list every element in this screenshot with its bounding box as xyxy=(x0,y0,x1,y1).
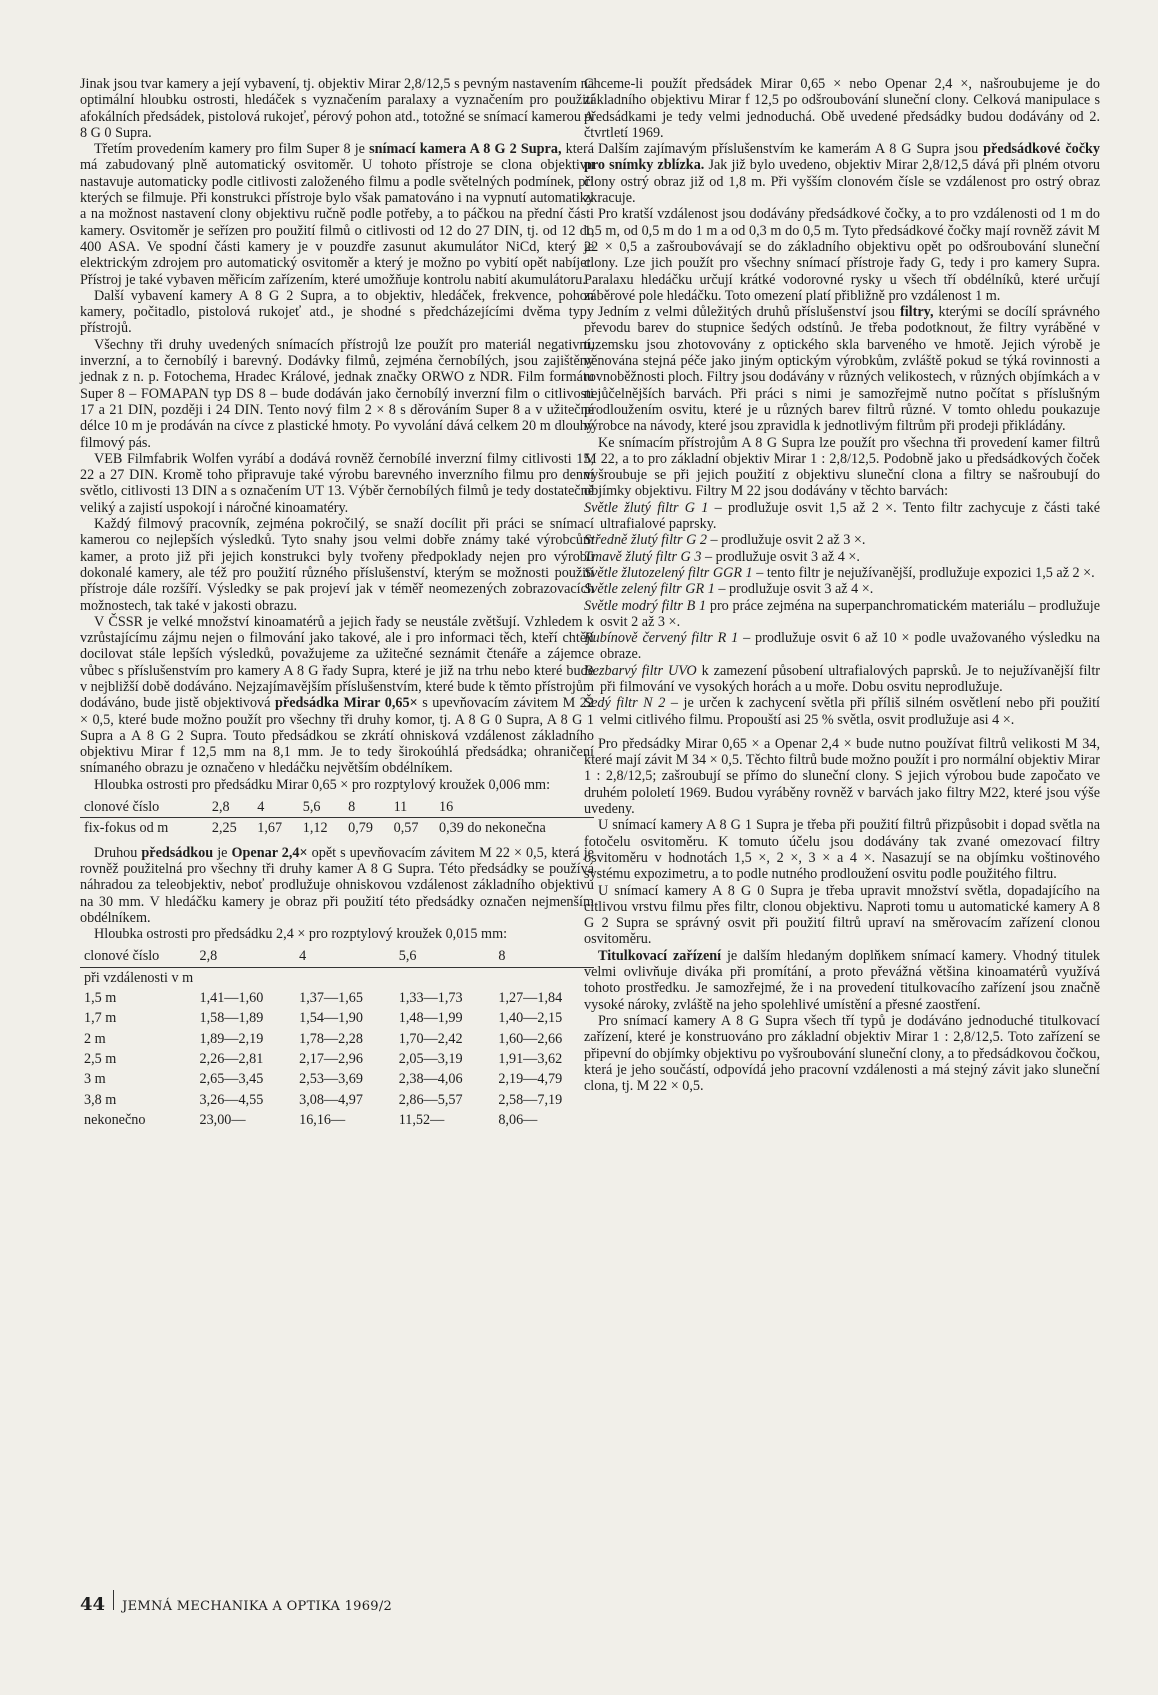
table-cell: 3 m xyxy=(84,1071,106,1088)
paragraph: U snímací kamery A 8 G 0 Supra je třeba upravit množství světla, dopadajícího na citlivou vrstvu filmu přes filtr, clonou objektivu. Naproti tomu u automatické kamery A 8 G 2 Supra se správný osvit při použití filtrů upraví na směrovacím zařízení clonou osvitoměru. xyxy=(584,882,1100,948)
table-cell: 1,27—1,84 xyxy=(498,990,563,1007)
paragraph: Hloubka ostrosti pro předsádku Mirar 0,65 × pro rozptylový kroužek 0,006 mm: xyxy=(94,776,551,793)
table-cell: fix-fokus od m xyxy=(80,818,208,839)
filter-item xyxy=(584,695,1100,728)
bold-term: filtry, xyxy=(900,304,934,321)
filter-description: – tento filtr je nejužívanější, prodlužuje expozici 1,5 až 2 ×. xyxy=(752,564,1095,581)
filter-description: k zamezení působení ultrafialových paprsků. Je to nejužívanější filtr při filmování ve vysokých horách a u moře. Dobu osvitu neprodlužuje. xyxy=(600,662,1100,695)
table-cell: 11 xyxy=(393,799,408,816)
table-cell: 1,78—2,28 xyxy=(299,1030,363,1047)
table-cell: 1,40—2,15 xyxy=(498,1010,563,1027)
table-cell: nekonečno xyxy=(84,1111,146,1128)
table-cell: 4 xyxy=(299,948,307,965)
filter-name: Světle žlutý filtr G 1 xyxy=(584,499,709,516)
filter-item xyxy=(584,565,1100,581)
filter-description: – prodlužuje osvit 2 až 3 ×. xyxy=(706,532,866,549)
paragraph: Každý filmový pracovník, zejména pokročilý, se snaží docílit při práci se snímací kamerou co nejlepších výsledků. Tyto snahy jsou velmi dobře známy také výrobcům kamer, a proto již při jejich konstrukci byly tvořeny předpoklady nejen pro výrobu dokonalé kamery, ale též pro použití různého příslušenství, kterým se možnosti použití přístroje dále rozšíří. Výsledky se pak projeví jak v téměř neomezených zobrazovacích možnostech, tak také v jakosti obrazu. xyxy=(80,516,594,614)
left-column xyxy=(80,76,594,1136)
table-cell: 1,33—1,73 xyxy=(398,990,463,1007)
table-cell: 8 xyxy=(348,799,356,816)
filter-item xyxy=(584,663,1100,696)
table-cell: 1,48—1,99 xyxy=(398,1010,463,1027)
bold-term: snímací kamera A 8 G 2 Supra, xyxy=(369,141,562,158)
table-cell: 2 m xyxy=(84,1030,106,1047)
right-column xyxy=(584,76,1100,1094)
table-cell: 0,79 xyxy=(344,818,389,839)
table-cell: 2,38—4,06 xyxy=(398,1071,463,1088)
table-cell: clonové číslo xyxy=(84,948,160,965)
table-row xyxy=(80,818,594,839)
paragraph: Titulkovací zařízení je dalším hledaným doplňkem snímací kamery. Vhodný titulek velmi ovlivňuje diváka při promítání, a proto převážná většina kinoamatérů využívá tohoto prostředku. Je samozřejmé, že i na provedení titulkovacího zařízení jsou značně vysoké nároky, zvláště na jeho spolehlivé umístění a přesné zaostření. xyxy=(584,947,1101,1013)
table-cell: 5,6 xyxy=(398,948,417,965)
table-cell: 3,8 m xyxy=(84,1091,117,1108)
table-row xyxy=(80,1008,594,1028)
paragraph: V ČSSR je velké množství kinoamatérů a jejich řady se neustále zvětšují. Vzhledem k vzrůstajícímu zájmu nejen o filmování jako takové, ale i pro informaci těch, kteří chtějí docilovat stále lepších výsledků, považujeme za užitečné seznámit čtenáře a zájemce vůbec s příslušenstvím pro kamery A 8 G řady Supra, které je již na trhu nebo které bude v nejbližší době dodáváno. Nejzajímavějším příslušenstvím, které bude k těmto přístrojům dodáváno, bude jistě objektivová předsádka Mirar 0,65× s upevňovacím závitem M 22 × 0,5, které bude možno použít pro všechny tři druhy komor, tj. A 8 G 0 Supra, A 8 G 1 Supra a A 8 G 2 Supra. Touto předsádkou se zkrátí ohnisková vzdálenost základního objektivu Mirar f 12,5 mm na 8,1 mm. Je to tedy širokoúhlá předsádka; ohraničení snímaného obrazu je označeno v hledáčku největším obdélníkem. xyxy=(80,613,594,777)
paragraph: Hloubka ostrosti pro předsádku 2,4 × pro rozptylový kroužek 0,015 mm: xyxy=(94,926,508,943)
table-row xyxy=(80,1090,594,1110)
paragraph: Jedním z velmi důležitých druhů příslušenství jsou filtry, kterými se docílí správného převodu barev do stupnice šedých odstínů. Je třeba podotknout, že filtry vyráběné v tuzemsku jsou zhotovovány z optického skla barveného ve hmotě. Jejich výrobě je věnována stejná péče jako jiným optickým výrobkům, zvláště pokud se týká rovinnosti a rovnoběžnosti ploch. Filtry jsou dodávány v různých velikostech, v různých objímkách a v nejůčelnějších barvách. Při práci s nimi je samozřejmě nutno počítat s příslušným prodloužením osvitu, které je u různých barev filtrů různé. V tomto ohledu poukazuje výrobce na návody, které jsou zpravidla k jednotlivým filtrům při prodeji přikládány. xyxy=(584,304,1100,435)
table-cell: 8 xyxy=(498,948,506,965)
journal-title: JEMNÁ MECHANIKA A OPTIKA 1969/2 xyxy=(122,1599,393,1614)
table-cell: clonové číslo xyxy=(84,799,160,816)
filter-item xyxy=(584,581,1100,597)
paragraph: Chceme-li použít předsádek Mirar 0,65 × nebo Openar 2,4 ×, našroubujeme je do základního objektivu Mirar f 12,5 po odšroubování sluneční clony. Celková manipulace s předsádkami je tedy velmi jednoduchá. Obě uvedené předsádky budou dodávány od 2. čtvrtletí 1969. xyxy=(584,76,1100,141)
table-cell: 11,52— xyxy=(398,1111,445,1128)
filter-name: Středně žlutý filtr G 2 xyxy=(584,532,707,549)
filter-description: – je určen k zachycení světla při příliš silném osvětlení nebo při použití velmi citlivého filmu. Propouští asi 25 % světla, osvit prodlužuje asi 4 ×. xyxy=(600,695,1100,728)
paragraph: VEB Filmfabrik Wolfen vyrábí a dodává rovněž černobílé inverzní filmy citlivosti 15, 22 a 27 DIN. Kromě toho připravuje také výrobu barevného inverzního filmu pro denní světlo, citlivosti 13 DIN a s označením UT 13. Výběr černobílých filmů je tedy dostatečně veliký a zajistí uspokojí i náročné kinoamatéry. xyxy=(80,450,594,516)
table-cell: 1,60—2,66 xyxy=(498,1030,563,1047)
paragraph: Pro předsádky Mirar 0,65 × a Openar 2,4 × bude nutno používat filtrů velikosti M 34, které mají závit M 34 × 0,5. Těchto filtrů bude možno použít i pro normální objektiv Mirar 1 : 2,8/12,5; zašroubují se přímo do sluneční clony. S jejich výrobou bude započato ve druhém pololetí 1969. Budou vyráběny rovněž v barvách jako filtry M22, které jsou výše uvedeny. xyxy=(584,735,1101,818)
table-cell: 1,12 xyxy=(299,818,344,839)
bold-term: Titulkovací zařízení xyxy=(598,947,722,964)
filter-description: pro práce zejména na superpanchromatickém materiálu – prodlužuje osvit 2 až 3 ×. xyxy=(600,597,1100,630)
filter-name: Tmavě žlutý filtr G 3 xyxy=(584,548,702,565)
filter-name: Světle zelený filtr GR 1 xyxy=(584,581,715,598)
filter-name: Rubínově červený filtr R 1 xyxy=(584,630,739,647)
filter-item xyxy=(584,549,1100,565)
filter-name: Světle modrý filtr B 1 xyxy=(584,597,707,614)
filter-item xyxy=(584,598,1100,631)
paragraph: Ke snímacím přístrojům A 8 G Supra lze použít pro všechna tři provedení kamer filtrů M 22, a to pro základní objektiv Mirar 1 : 2,8/12,5. Podobně jako u předsádkových čoček vyšroubuje se při jejich použití z objektivu sluneční clona a filtry se našroubují do objímky objektivu. Filtry M 22 jsou dodávány v těchto barvách: xyxy=(584,434,1100,500)
table-cell: 2,19—4,79 xyxy=(498,1071,563,1088)
filter-name: Šedý filtr N 2 xyxy=(584,695,666,712)
table-cell: 23,00— xyxy=(199,1111,246,1128)
bold-term: předsádkové čočky pro snímky zblízka. xyxy=(584,141,1100,174)
paragraph: Pro kratší vzdálenost jsou dodávány předsádkové čočky, a to pro vzdálenosti od 1 m do 1,5 m, od 0,5 m do 1 m a od 0,3 m do 0,5 m. Tyto předsádkové čočky mají rovněž závit M 22 × 0,5 a zašroubovávají se do základního objektivu opět po odšroubování sluneční clony. Lze jich použít pro všechny snímací přístroje řady G, tedy i pro kamery Supra. Paralaxu hledáčku určují krátké vodorovné rysky u všech tří obdélníků, které určují záběrové pole hledáčku. Toto omezení platí přibližně pro vzdálenost 1 m. xyxy=(584,206,1100,304)
filter-name: Světle žlutozelený filtr GGR 1 xyxy=(584,564,753,581)
table-cell: 2,26—2,81 xyxy=(199,1050,264,1067)
table-cell: 2,58—7,19 xyxy=(498,1091,563,1108)
paragraph: Jinak jsou tvar kamery a její vybavení, tj. objektiv Mirar 2,8/12,5 s pevným nastavením na optimální hloubku ostrosti, hledáček s vyznačením paralaxy a vyznačením pro použití afokálních předsádek, pistolová rukojeť, pérový pohon atd., totožné se snímací kamerou A 8 G 0 Supra. xyxy=(80,76,594,141)
depth-of-field-table-mirar xyxy=(80,797,594,839)
table-row xyxy=(80,967,594,988)
table-cell: 2,86—5,57 xyxy=(398,1091,463,1108)
paragraph: Pro snímací kamery A 8 G Supra všech tří typů je dodáváno jednoduché titulkovací zařízení, které je konstruováno pro základní objektiv Mirar 1 : 2,8/12,5. Toto zařízení se připevní do objímky objektivu po vyšroubování sluneční clony, a to předsádkovou čočkou, která je jeho součástí, odpovídá jeho pracovní vzdálenosti a má stejný závit jako sluneční clona, tj. M 22 × 0,5. xyxy=(584,1012,1100,1095)
table-cell: 0,39 do nekonečna xyxy=(435,818,594,839)
table-row xyxy=(80,1049,594,1069)
table-cell: 4 xyxy=(257,799,265,816)
filter-item xyxy=(584,500,1100,533)
table-cell: 2,05—3,19 xyxy=(398,1050,463,1067)
depth-of-field-table-openar xyxy=(80,946,594,1130)
page-footer xyxy=(80,1590,392,1615)
bold-term: předsádka Mirar 0,65× xyxy=(275,695,418,712)
filter-description: – prodlužuje osvit 1,5 až 2 ×. Tento filtr zachycuje z části také ultrafialové paprsky. xyxy=(600,499,1100,533)
table-cell: 2,5 m xyxy=(84,1050,117,1067)
table-cell: 1,37—1,65 xyxy=(299,990,363,1007)
filter-description: – prodlužuje osvit 6 až 10 × podle uvažovaného výsledku na obraze. xyxy=(600,630,1101,663)
table-row xyxy=(80,1110,594,1130)
table-row xyxy=(80,988,594,1008)
table-cell: 3,26—4,55 xyxy=(199,1091,264,1108)
table-cell: 16 xyxy=(439,799,454,816)
divider xyxy=(113,1590,114,1610)
table-cell: 2,53—3,69 xyxy=(299,1071,363,1088)
filter-name: Bezbarvý filtr UVO xyxy=(584,662,697,679)
table-cell: 3,08—4,97 xyxy=(299,1091,363,1108)
filter-item xyxy=(584,630,1100,663)
table-row xyxy=(80,1069,594,1089)
table-cell: 1,7 m xyxy=(84,1010,117,1027)
table-cell: při vzdálenosti v m xyxy=(80,967,594,988)
paragraph: Další vybavení kamery A 8 G 2 Supra, a to objektiv, hledáček, frekvence, pohon kamery, počitadlo, pistolová rukojeť atd., je shodné s předcházejícími dvěma typy přístrojů. xyxy=(80,287,594,337)
table-cell: 2,25 xyxy=(208,818,253,839)
bold-term: předsádkou xyxy=(141,844,214,861)
table-cell: 1,70—2,42 xyxy=(398,1030,463,1047)
table-cell: 2,17—2,96 xyxy=(299,1050,363,1067)
table-header-row xyxy=(80,946,594,967)
table-row xyxy=(80,1029,594,1049)
table-cell: 2,8 xyxy=(211,799,230,816)
table-cell: 16,16— xyxy=(299,1111,346,1128)
filter-description: – prodlužuje osvit 3 až 4 ×. xyxy=(701,548,860,565)
table-cell: 1,89—2,19 xyxy=(199,1030,264,1047)
paragraph: Všechny tři druhy uvedených snímacích přístrojů lze použít pro materiál negativní, inverzní, a to černobílý i barevný. Dodávky filmů, zejména černobílých, jsou zajištěny jednak z n. p. Fotochema, Hradec Králové, jednak značky ORWO z NDR. Film formátu Super 8 – FOMAPAN typ DS 8 – bude dodáván jako černobílý inverzní film o citlivosti 17 a 21 DIN, později i 24 DIN. Tento nový film 2 × 8 s děrováním Super 8 a v užitečné délce 10 m je prodáván na cívce z plastické hmoty. Po vyvolání dává celkem 20 m dlouhý filmový pás. xyxy=(80,336,594,451)
table-cell: 8,06— xyxy=(498,1111,538,1128)
table-cell: 2,8 xyxy=(199,948,218,965)
table-cell: 1,67 xyxy=(253,818,298,839)
table-cell: 0,57 xyxy=(390,818,435,839)
bold-term: Openar 2,4× xyxy=(231,844,308,861)
table-cell: 5,6 xyxy=(302,799,321,816)
table-cell: 1,5 m xyxy=(84,990,117,1007)
paragraph: Třetím provedením kamery pro film Super 8 je snímací kamera A 8 G 2 Supra, která má zabudovaný plně automatický osvitoměr. U tohoto přístroje se clona objektivu nastavuje automaticky podle citlivosti založeného filmu a podle světelných podmínek, při kterých se filmuje. Při konstrukci přístroje bylo však pamatováno i na vypnutí automatiky a na možnost nastavení clony objektivu ručně podle potřeby, a to páčkou na přední části kamery. Osvitoměr je seřízen pro použití filmů o citlivosti od 12 do 27 DIN, tj. od 12 do 400 ASA. Ve spodní části kamery je v pouzdře zasunut akumulátor NiCd, který je elektrickým zdrojem pro automatický osvitoměr a který je možno po vybití opět nabíjet. Přístroj je také vybaven měřicím zařízením, které umožňuje kontrolu nabití akumulátoru. xyxy=(80,141,595,288)
paragraph: Dalším zajímavým příslušenstvím ke kamerám A 8 G Supra jsou předsádkové čočky pro snímky zblízka. Jak již bylo uvedeno, objektiv Mirar 2,8/12,5 dává při plném otvoru clony ostrý obraz již od 1,8 m. Při vyšším clonovém čísle se vzdálenost pro ostrý obraz zkracuje. xyxy=(584,141,1100,207)
filter-item xyxy=(584,532,1100,548)
table-cell: 1,91—3,62 xyxy=(498,1050,563,1067)
table-cell: 1,41—1,60 xyxy=(199,990,264,1007)
table-cell: 2,65—3,45 xyxy=(199,1071,264,1088)
table-header-row xyxy=(80,797,594,818)
paragraph: Druhou předsádkou je Openar 2,4× opět s upevňovacím závitem M 22 × 0,5, která je rovněž použitelná pro všechny tři druhy kamer A 8 G Supra. Této předsádky se používá náhradou za teleobjektiv, neboť prodlužuje ohniskovou vzdálenost základního objektivu na 30 mm. V hledáčku kamery je obraz při použití této předsádky označen nejmenším obdélníkem. xyxy=(80,844,594,926)
page-number: 44 xyxy=(80,1594,106,1615)
paragraph: U snímací kamery A 8 G 1 Supra je třeba při použití filtrů přizpůsobit i dopad světla na fotočelu osvitoměru. K tomuto účelu jsou dodávány tak zvané omezovací filtry osvitoměru v hodnotách 1,5 ×, 2 ×, 3 × a 4 ×. Nasazují se na objímku voštinového systému expozimetru, a to podle nutného prodloužení osvitu podle použitého filtru. xyxy=(584,817,1100,883)
filter-description: – prodlužuje osvit 3 až 4 ×. xyxy=(714,581,874,598)
table-cell: 1,58—1,89 xyxy=(199,1010,264,1027)
filter-list xyxy=(584,500,1100,728)
table-cell: 1,54—1,90 xyxy=(299,1010,363,1027)
